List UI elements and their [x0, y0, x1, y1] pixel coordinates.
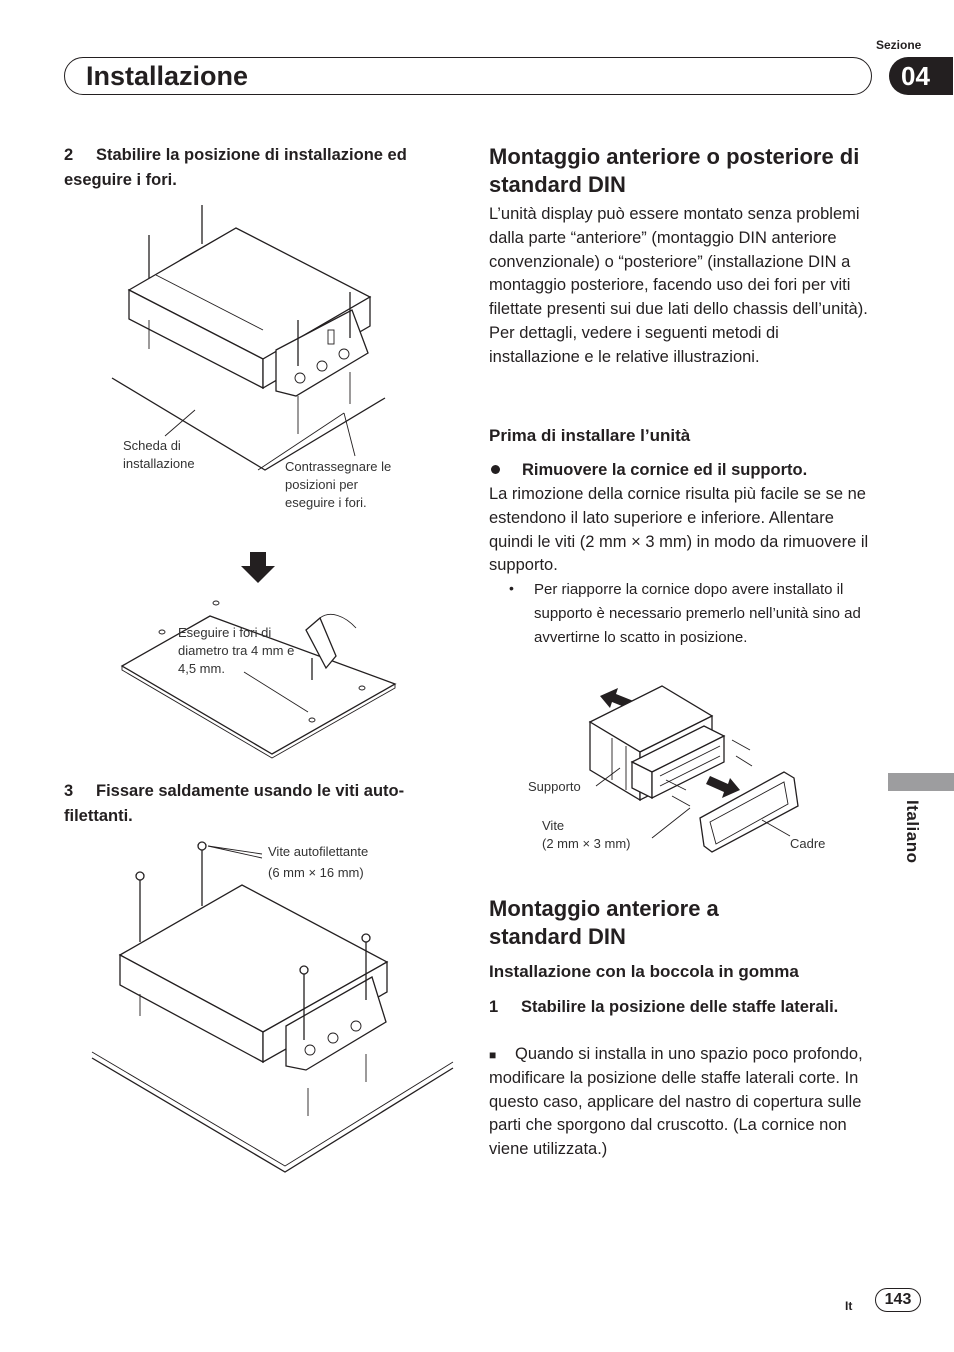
step-2-text: Stabilire la posizione di installazione ed eseguire i fori.: [64, 146, 407, 189]
mark-holes-label: Contrassegnare le posizioni per eseguire i fori.: [285, 459, 392, 510]
support-label: Supporto: [528, 779, 581, 794]
screw-label: Vite autofilettante: [268, 844, 369, 859]
subsection-1-title: Prima di installare l’unità: [489, 426, 691, 445]
note-2-text: Quando si installa in uno spazio poco profondo, modificare la posizione delle staffe laterali corte. In questo caso, applicare del nastro di copertura sulle parti che sporgono dal cruscotto. (La cornice non viene utilizzata.): [489, 1045, 863, 1159]
page-number: 143: [875, 1288, 921, 1312]
step-3-number: 3: [64, 782, 74, 800]
arrow-down-icon: [240, 552, 276, 584]
vite-label: Vite: [542, 818, 565, 833]
section-1-body: L’unità display può essere montato senza problemi dalla parte “anteriore” (montaggio DIN anteriore convenzionale) o “posteriore” (installazione DIN a montaggio posteriore, facendo uso dei fori per viti filettate presenti sui due lati dello chassis dell’unità). Per dettagli, vedere i seguenti metodi di installazione e le relative illustrazioni.: [489, 205, 868, 366]
square-bullet-icon: ■: [489, 1048, 497, 1062]
step-2-number: 2: [64, 146, 74, 164]
note-bullet-icon: •: [509, 580, 514, 596]
note-text: Per riapporre la cornice dopo avere installato il supporto è necessario premerlo nell’unità sino ad avvertirne lo scatto in posizione.: [534, 581, 861, 646]
note-item: [489, 578, 874, 650]
bullet-dot-icon: [491, 465, 500, 474]
drill-label: Eseguire i fori di diametro tra 4 mm e 4,5 mm.: [178, 625, 295, 676]
bullet-item: [489, 459, 874, 481]
screw-size-label: (6 mm × 16 mm): [268, 865, 364, 880]
step-3-text: Fissare saldamente usando le viti auto-filettanti.: [64, 782, 405, 825]
step-2-heading: [64, 143, 459, 193]
subsection-2-title: Installazione con la boccola in gomma: [489, 962, 799, 981]
step-1-number: 1: [489, 998, 499, 1016]
language-tab: [888, 773, 954, 791]
chapter-title: Installazione: [86, 61, 249, 91]
section-2-title: Montaggio anteriore a standard DIN: [489, 896, 719, 949]
section-label: Sezione: [876, 38, 922, 52]
page-language-code: It: [845, 1299, 853, 1313]
section-number-badge: 04: [889, 57, 953, 95]
self-tapping-screw-figure: [0, 830, 460, 1180]
frame-label: Cadre: [790, 836, 826, 851]
step-3-heading: [64, 779, 459, 829]
bullet-body: La rimozione della cornice risulta più facile se se ne estendono il lato superiore e inferiore. Allentare quindi le viti (2 mm × 3 mm) in modo da rimuovere il supporto.: [489, 485, 869, 575]
vite-size-label: (2 mm × 3 mm): [542, 836, 631, 851]
step-1-heading: [489, 995, 879, 1020]
language-label: Italiano: [903, 800, 922, 864]
board-label: Scheda di installazione: [123, 438, 195, 471]
bullet-heading: Rimuovere la cornice ed il supporto.: [522, 461, 808, 479]
note-2-item: [489, 1043, 874, 1162]
section-1-title: Montaggio anteriore o posteriore di standard DIN: [489, 144, 860, 197]
step-1-text: Stabilire la posizione delle staffe laterali.: [521, 998, 839, 1016]
